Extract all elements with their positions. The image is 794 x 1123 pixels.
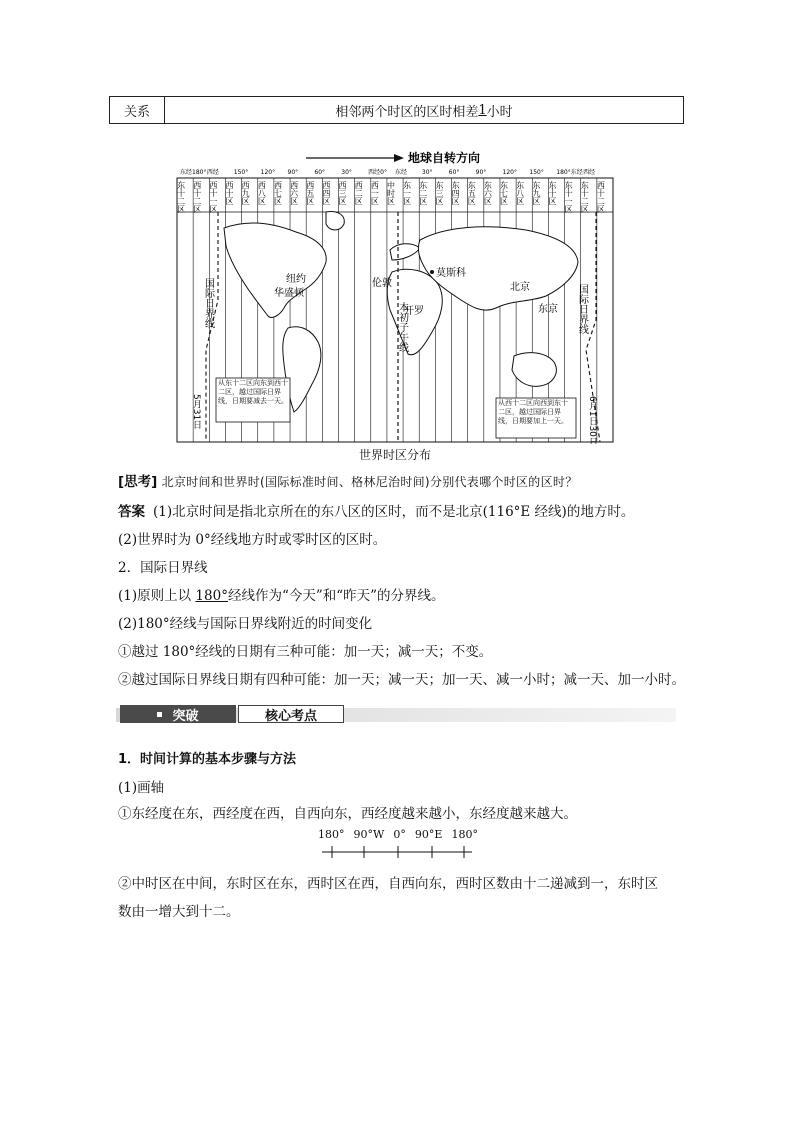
axis-label-180-west: 180° [318, 828, 345, 841]
longitude-label: 西经0° [368, 169, 387, 176]
zone-label: 东五区 [467, 181, 477, 205]
zone-label: 东十二区 [176, 181, 186, 213]
zone-label: 西七区 [273, 181, 283, 205]
city-london: 伦敦 [372, 278, 392, 289]
longitude-label: 120° [502, 169, 517, 176]
zone-label: 西九区 [241, 181, 251, 205]
idl-left-label: 国际日界线 [202, 278, 214, 328]
section2-p1-underlined: 180° [195, 588, 228, 604]
zone-label: 西二区 [354, 181, 364, 205]
note-left-text: 从东十二区向东到西十二区，越过国际日界线，日期要减去一天。 [218, 379, 288, 405]
time-zone-map-svg [176, 150, 614, 444]
zone-label: 东十区 [547, 181, 557, 205]
banner-light-tab: 核心考点 [238, 705, 344, 723]
longitude-label: 90° [475, 169, 487, 176]
section3-heading: 1．时间计算的基本步骤与方法 [118, 752, 297, 767]
zone-label: 西六区 [289, 181, 299, 205]
city-moscow: 莫斯科 [436, 268, 466, 279]
relation-text-after: 小时 [486, 104, 513, 120]
section2-p4: ②越过国际日界线日期有四种可能：加一天；减一天；加一天、减一小时；减一天、加一小时。 [118, 672, 685, 688]
relation-underlined-value: 1 [478, 102, 487, 118]
city-beijing: 北京 [510, 282, 530, 293]
zone-label: 中时区 [386, 181, 396, 205]
city-washington: 华盛顿 [274, 288, 304, 299]
zone-label: 东四区 [451, 181, 461, 205]
axis-label-90w: 90°W [353, 828, 385, 841]
relation-table-row [109, 96, 684, 124]
time-zone-map [176, 150, 614, 444]
idl-right-label: 国际日界线 [576, 284, 588, 334]
date-left-label: 5月31日 [191, 394, 201, 430]
longitude-label: 180°东经 [556, 169, 583, 176]
axis-label-180-east: 180° [451, 828, 478, 841]
zone-label: 东一区 [402, 181, 412, 205]
rotation-label: 地球自转方向 [408, 151, 481, 165]
city-tokyo: 东京 [538, 304, 558, 315]
longitude-label: 150° [529, 169, 544, 176]
zone-label: 西一区 [370, 181, 380, 205]
zone-label: 东八区 [515, 181, 525, 205]
section2-p2: (2)180°经线与国际日界线附近的时间变化 [118, 616, 373, 632]
zone-label: 西五区 [305, 181, 315, 205]
zone-label: 东十一区 [564, 181, 574, 213]
moscow-dot [430, 270, 434, 274]
zone-label: 东七区 [499, 181, 509, 205]
section3-p2a: ②中时区在中间，东时区在东，西时区在西，自西向东，西时区数由十二递减到一，东时区 [118, 876, 658, 892]
longitude-label: 东经 [395, 169, 408, 176]
relation-label: 关系 [110, 97, 165, 123]
longitude-label: 60° [448, 169, 460, 176]
section2-heading: 2．国际日界线 [118, 560, 208, 576]
zone-label: 西四区 [321, 181, 331, 205]
zone-label: 东九区 [531, 181, 541, 205]
zone-label: 西十二区 [596, 181, 606, 213]
think-tag: [思考] [118, 474, 158, 490]
section3-sub: (1)画轴 [118, 780, 165, 796]
longitude-label: 120° [260, 169, 276, 176]
city-cairo: 开罗 [404, 306, 424, 317]
section3-p1: ①东经度在东，西经度在西，自西向东，西经度越来越小，东经度越来越大。 [118, 806, 577, 822]
answer-text-1: (1)北京时间是指北京所在的东八区的区时，而不是北京(116°E 经线)的地方时。 [153, 504, 635, 520]
city-newyork: 纽约 [286, 274, 306, 285]
greenland-shape [326, 212, 344, 231]
longitude-label: 西经 [206, 169, 219, 176]
section2-p1-before: (1)原则上以 [118, 588, 196, 604]
think-question-text: 北京时间和世界时(国际标准时间、格林尼治时间)分别代表哪个时区的区时？ [161, 475, 578, 489]
think-question [118, 470, 578, 490]
banner-square-icon [157, 712, 162, 717]
zone-labels [177, 180, 606, 214]
relation-text [165, 97, 683, 123]
banner-dark-tab [120, 705, 236, 723]
australia-shape [512, 353, 556, 387]
zone-label: 东三区 [434, 181, 444, 205]
answer-line-2: (2)世界时为 0°经线地方时或零时区的区时。 [118, 532, 387, 548]
answer-line-1 [118, 500, 634, 520]
note-right-text: 从西十二区向西到东十二区，越过国际日界线，日期要加上一天。 [498, 399, 568, 425]
relation-text-before: 相邻两个时区的区时相差 [335, 104, 479, 120]
longitude-label: 150° [233, 169, 249, 176]
longitude-axis [318, 828, 478, 864]
date-right-label: 6月1日30日 [587, 396, 597, 444]
axis-label-90e: 90°E [414, 828, 443, 841]
answer-label: 答案 [118, 504, 145, 520]
banner-dark-label: 突破 [172, 708, 199, 724]
zone-label: 西十二区 [192, 181, 202, 213]
section2-p3: ①越过 180°经线的日期有三种可能：加一天；减一天；不变。 [118, 644, 493, 660]
section2-p1-after: 经线作为“今天”和“昨天”的分界线。 [227, 588, 445, 604]
section3-p2b: 数由一增大到十二。 [118, 904, 240, 920]
section-banner [116, 704, 676, 726]
longitude-labels [180, 168, 595, 176]
longitude-label: 西经 [583, 169, 596, 176]
section2-p1 [118, 584, 445, 604]
europe-shape [390, 244, 420, 260]
axis-labels [318, 828, 478, 841]
zone-label: 西十一区 [208, 181, 218, 213]
axis-label-0: 0° [393, 828, 406, 841]
north-america-shape [224, 223, 326, 317]
zone-label: 东六区 [483, 181, 493, 205]
axis-line-svg [318, 844, 478, 860]
zone-label: 东十二区 [580, 181, 590, 213]
longitude-label: 东经180° [180, 169, 207, 176]
longitude-label: 30° [341, 169, 352, 176]
longitude-label: 30° [421, 169, 433, 176]
longitude-label: 90° [287, 169, 299, 176]
zone-label: 西三区 [338, 181, 348, 205]
prime-meridian-label: 本初子午线 [396, 302, 408, 352]
zone-label: 西十区 [225, 181, 235, 205]
longitude-label: 60° [314, 169, 326, 176]
map-caption: 世界时区分布 [358, 448, 431, 462]
rotation-arrowhead [394, 154, 404, 162]
zone-label: 西八区 [257, 181, 267, 205]
zone-label: 东二区 [418, 181, 428, 205]
